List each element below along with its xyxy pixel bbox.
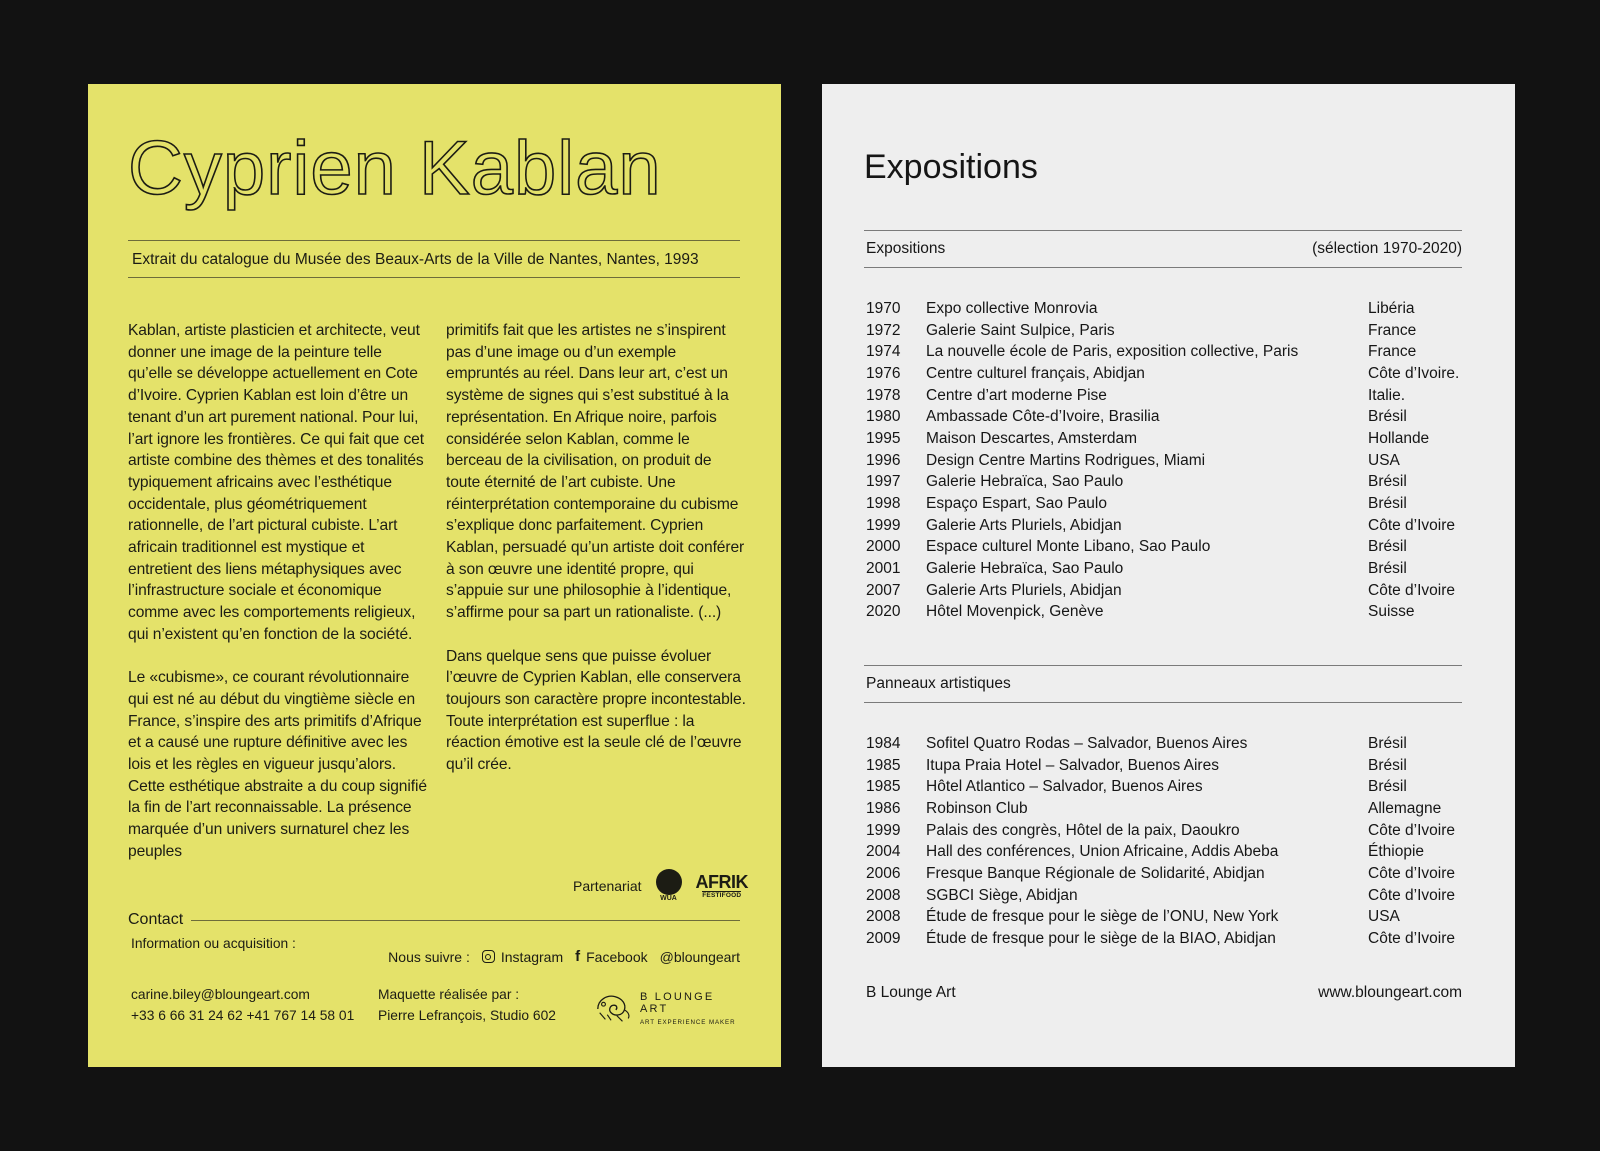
year: 2008 [866,886,901,904]
footer-website[interactable]: www.bloungeart.com [1318,984,1462,1001]
list-item [866,385,1464,407]
country: USA [1368,451,1400,469]
venue: Maison Descartes, Amsterdam [926,429,1138,447]
venue: Galerie Arts Pluriels, Abidjan [926,581,1122,599]
country: Brésil [1368,734,1407,752]
year: 1995 [866,429,901,447]
year: 2008 [866,908,901,926]
country: USA [1368,908,1400,926]
country: Brésil [1368,778,1407,796]
logo-tagline: ART EXPERIENCE MAKER [639,1018,736,1026]
year: 2000 [866,538,901,556]
b-lounge-art-logo [594,988,742,1028]
logo-name: B LOUNGE ART [639,990,715,1015]
social-handle[interactable]: @bloungeart [659,948,740,965]
year: 1985 [866,778,901,796]
venue: Galerie Arts Pluriels, Abidjan [926,516,1122,534]
country: Côte d’Ivoire [1368,864,1456,882]
list-item [866,885,1464,907]
partners-label: Partenariat [573,878,642,894]
wua-badge-icon [656,869,682,895]
artist-sheet-page [88,84,781,1067]
contact-email[interactable]: carine.biley@bloungeart.com [131,987,310,1002]
year: 2006 [866,864,901,882]
list-item [866,820,1464,842]
text-column-1 [128,320,428,884]
country: Éthiopie [1368,843,1425,861]
list-item [866,406,1464,428]
year: 2001 [866,560,901,578]
instagram-link[interactable]: Instagram [500,948,564,965]
year: 1985 [866,756,901,774]
year: 1980 [866,408,901,426]
venue: Itupa Praia Hotel – Salvador, Buenos Aires [926,756,1219,774]
year: 1974 [866,343,901,361]
list-item [866,298,1464,320]
list-item [866,798,1464,820]
venue: Palais des congrès, Hôtel de la paix, Daoukro [926,821,1240,839]
list-item [866,928,1464,950]
social-links [378,948,740,965]
country: Côte d’Ivoire [1368,581,1456,599]
list-item [866,428,1464,450]
list-item [866,320,1464,342]
country: Côte d’Ivoire [1368,886,1456,904]
venue: Espaço Espart, Sao Paulo [926,495,1107,513]
expositions-header [864,230,1462,268]
contact-header [128,910,740,930]
facebook-link[interactable]: Facebook [586,948,648,965]
year: 2004 [866,843,901,861]
afrik-festifood-logo [696,873,749,900]
year: 1984 [866,734,901,752]
paragraph: primitifs fait que les artistes ne s’inspirent pas d’une image ou d’un exemple empruntés au réel. Dans leur art, c’est un système de signes qui s’est substitué à la représentation. En Afrique noire, parfois considérée selon Kablan, comme le berceau de la civilisation, on produit de toute éternité de l’art cubiste. Une réinterprétation contemporaine du cubisme s’explique donc parfaitement. Cyprien Kablan, persuadé qu’un artiste doit conférer à son œuvre une identité propre, qui s’appuie sur une philosophie à l’identique, s’affirme pour sa part un rationaliste. (...) [446,322,745,622]
country: Brésil [1368,560,1407,578]
list-item [866,537,1464,559]
venue: Hôtel Movenpick, Genève [926,603,1104,621]
expositions-list [866,298,1464,623]
venue: SGBCI Siège, Abidjan [926,886,1078,904]
year: 1997 [866,473,901,491]
country: France [1368,321,1417,339]
text-column-2 [446,320,748,797]
wua-label: WUA [660,895,677,902]
venue: Étude de fresque pour le siège de la BIAO, Abidjan [926,930,1276,948]
chameleon-icon [594,991,632,1025]
list-item [866,602,1464,624]
country: Brésil [1368,408,1407,426]
country: Côte d’Ivoire [1368,930,1456,948]
layout-label: Maquette réalisée par : [378,987,520,1002]
page-title: Expositions [864,148,1038,186]
list-item [866,841,1464,863]
venue: Galerie Saint Sulpice, Paris [926,321,1115,339]
footer-brand: B Lounge Art [866,984,956,1001]
year: 2007 [866,581,901,599]
follow-label: Nous suivre : [388,948,470,965]
country: Hollande [1368,429,1430,447]
wua-logo [656,869,682,903]
paragraph: Kablan, artiste plasticien et architecte, veut donner une image de la peinture telle qu’elle se développe actuellement en Cote d’Ivoire. Cyprien Kablan est loin d’être un tenant d’un art purement national. Pour lui, l’art ignore les frontières. Ce qui fait que cet artiste combine des thèmes et des tonalités typiquement africains avec l’esthétique occidentale, plus géométriquement rationnelle, de l’art pictural cubiste. L’art africain traditionnel est mystique et entretient des liens métaphysiques avec l’infrastructure sociale et économique comme avec les comportements religieux, qui n’existent qu’en fonction de la société. [128,322,424,643]
contact-title: Contact [128,911,184,928]
year: 1978 [866,386,901,404]
year: 1976 [866,364,901,382]
instagram-icon [482,950,495,963]
exhibitions-page [822,84,1515,1067]
panneaux-header [864,665,1462,703]
year: 1999 [866,516,901,534]
facebook-icon: f [575,948,581,965]
list-item [866,515,1464,537]
venue: Sofitel Quatro Rodas – Salvador, Buenos Aires [926,734,1248,752]
list-item [866,341,1464,363]
venue: Expo collective Monrovia [926,299,1098,317]
list-item [866,493,1464,515]
country: Libéria [1368,299,1415,317]
venue: Galerie Hebraïca, Sao Paulo [926,560,1124,578]
country: Suisse [1368,603,1415,621]
list-item [866,450,1464,472]
partners [548,866,748,906]
country: Côte d’Ivoire [1368,821,1456,839]
year: 2009 [866,930,901,948]
venue: Ambassade Côte-d’Ivoire, Brasilia [926,408,1160,426]
year: 1986 [866,799,901,817]
catalogue-source: Extrait du catalogue du Musée des Beaux-Arts de la Ville de Nantes, Nantes, 1993 [128,240,740,278]
contact-phones: +33 6 66 31 24 62 +41 767 14 58 01 [131,1008,355,1023]
divider [191,920,740,921]
country: Brésil [1368,756,1407,774]
section-label: Expositions [866,240,946,257]
country: Brésil [1368,495,1407,513]
year: 1972 [866,321,901,339]
country: Brésil [1368,473,1407,491]
venue: Robinson Club [926,799,1028,817]
list-item [866,863,1464,885]
list-item [866,472,1464,494]
venue: Centre d’art moderne Pise [926,386,1107,404]
year: 1998 [866,495,901,513]
year: 1999 [866,821,901,839]
venue: La nouvelle école de Paris, exposition collective, Paris [926,343,1299,361]
list-item [866,907,1464,929]
list-item [866,776,1464,798]
panneaux-list [866,733,1464,950]
venue: Design Centre Martins Rodrigues, Miami [926,451,1206,469]
venue: Hall des conférences, Union Africaine, Addis Abeba [926,843,1279,861]
year: 2020 [866,603,901,621]
list-item [866,733,1464,755]
year: 1996 [866,451,901,469]
country: France [1368,343,1417,361]
paragraph: Dans quelque sens que puisse évoluer l’œuvre de Cyprien Kablan, elle conservera toujours son caractère propre incontestable. Toute interprétation est superflue : la réaction émotive est la seule clé de l’œuvre qu’il crée. [446,647,746,774]
list-item [866,363,1464,385]
venue: Galerie Hebraïca, Sao Paulo [926,473,1124,491]
paragraph: Le «cubisme», ce courant révolutionnaire qui est né au début du vingtième siècle en France, s’inspire des arts primitifs d’Afrique et a causé une rupture définitive avec les lois et les règles en vigueur jusqu’alors. Cette esthétique abstraite a du coup signifié la fin de l’art reconnaissable. La présence marquée d’un univers surnaturel chez les peuples [128,669,427,860]
list-item [866,580,1464,602]
country: Italie. [1368,386,1406,404]
section-range: (sélection 1970-2020) [1312,240,1462,257]
country: Allemagne [1368,799,1442,817]
section-label: Panneaux artistiques [866,675,1011,692]
venue: Hôtel Atlantico – Salvador, Buenos Aires [926,778,1203,796]
venue: Étude de fresque pour le siège de l’ONU, New York [926,908,1279,926]
country: Côte d’Ivoire. [1368,364,1460,382]
venue: Centre culturel français, Abidjan [926,364,1145,382]
country: Brésil [1368,538,1407,556]
list-item [866,558,1464,580]
afrik-label: AFRIK [695,871,748,892]
info-label: Information ou acquisition : [131,936,296,951]
festifood-label: FESTIFOOD [702,891,742,899]
venue: Espace culturel Monte Libano, Sao Paulo [926,538,1211,556]
year: 1970 [866,299,901,317]
country: Côte d’Ivoire [1368,516,1456,534]
artist-name: Cyprien Kablan [128,126,662,211]
list-item [866,755,1464,777]
layout-credit: Pierre Lefrançois, Studio 602 [378,1008,556,1023]
venue: Fresque Banque Régionale de Solidarité, Abidjan [926,864,1265,882]
